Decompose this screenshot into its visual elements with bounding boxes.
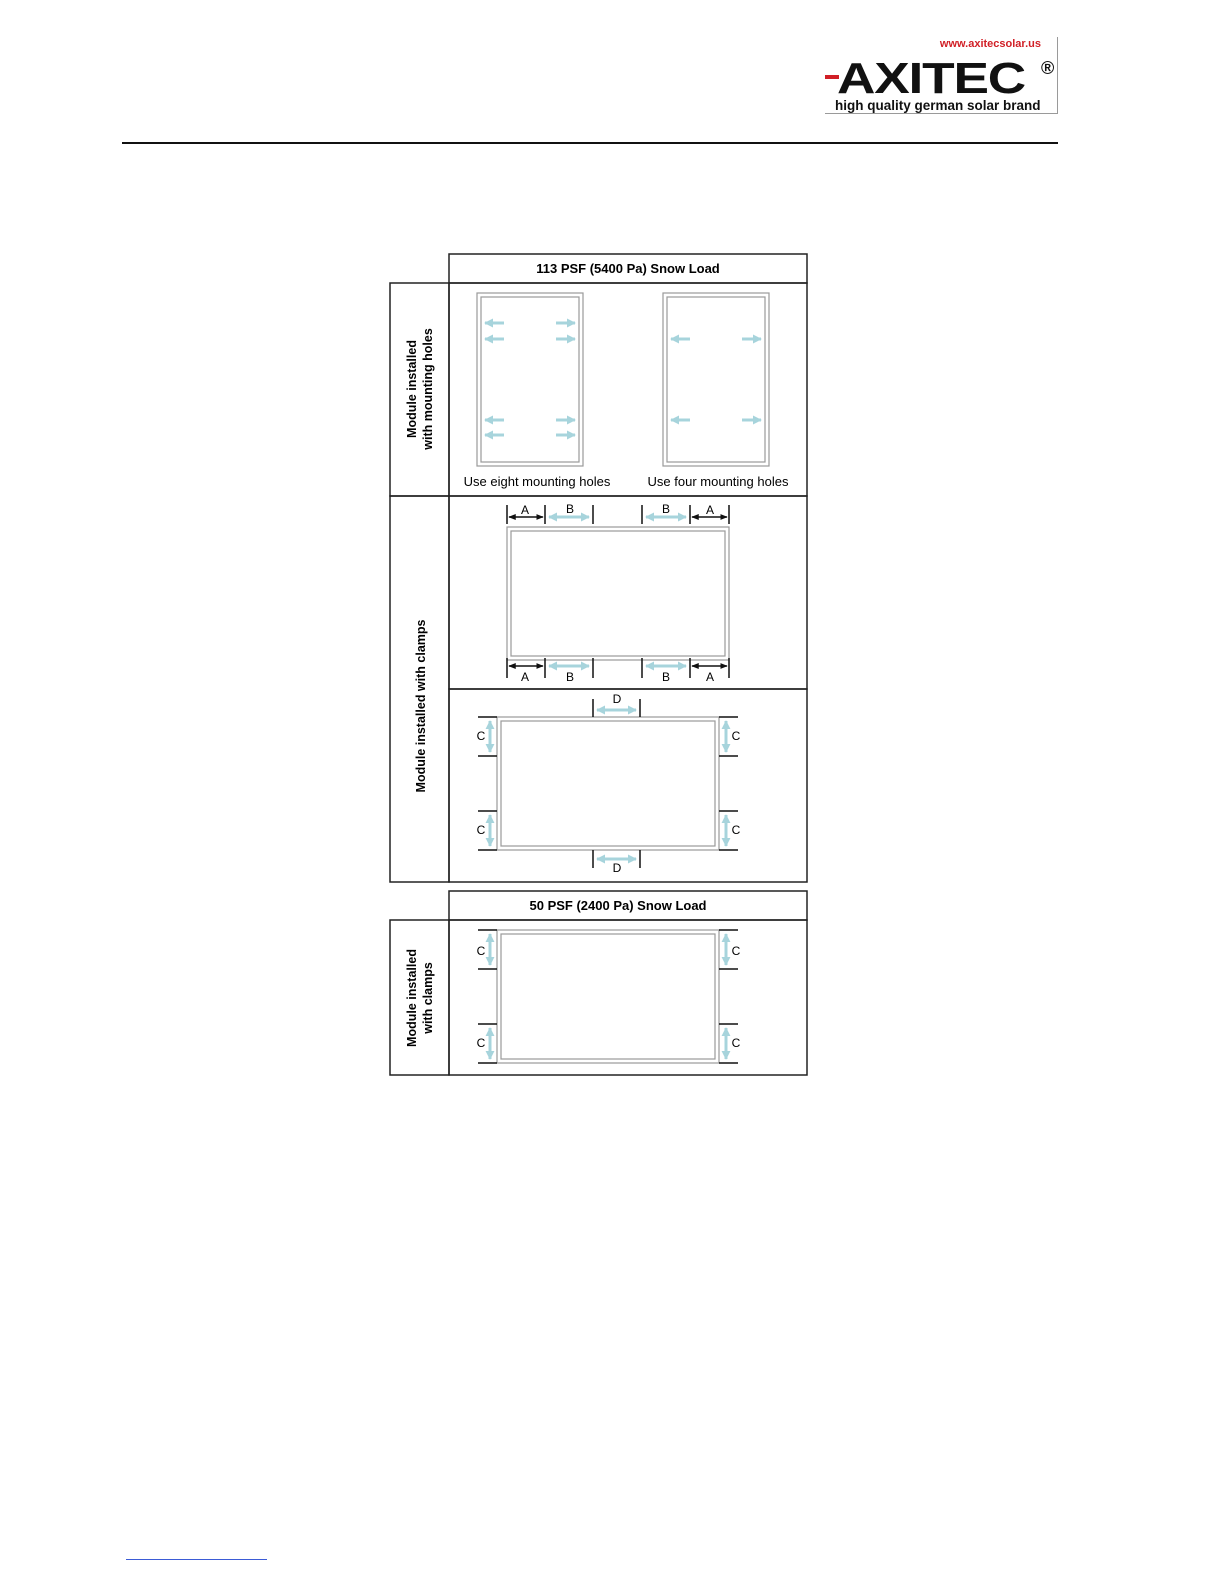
side-cell-holes [390,283,449,496]
clamps-short-cell [449,689,807,882]
dim-c-label: C [476,1036,486,1050]
table-2400 [390,891,807,1075]
panel-short-clamps [497,717,719,850]
dim-c-arrows [490,721,726,846]
dim-c-label: C [731,729,741,743]
footer-rule [126,1559,267,1560]
dim-d-label: D [612,692,622,706]
holes-arrows-four [671,339,761,420]
dim-b-label: B [565,670,575,684]
dim-c-arrows-2400 [490,934,726,1059]
dim-b-arrows [549,517,686,666]
side-label-clamps: Module installed with clamps [414,619,428,793]
clamps-2400-cell [449,920,807,1075]
side-label-holes-1: Module installed [405,340,419,438]
dim-d-arrows [597,710,636,859]
dim-a-label: A [520,503,530,517]
dim-b-label: B [565,502,575,516]
brand-tagline: high quality german solar brand [835,98,1041,113]
registered-mark: ® [1041,58,1055,78]
dim-b-label: B [661,502,671,516]
panel-four-holes [663,293,769,466]
dim-a-label: A [705,503,715,517]
clamp-ticks-2400 [478,930,738,1063]
side-label-2400-1: Module installed [405,949,419,1047]
dim-c-label: C [476,729,486,743]
dim-a-label: A [705,670,715,684]
dim-a-arrows [509,517,727,666]
caption-four-holes: Use four mounting holes [647,474,789,489]
brand-url[interactable]: www.axitecsolar.us [939,38,1041,50]
table-5400 [390,254,807,882]
side-label-2400-2: with clamps [421,962,435,1034]
dim-c-label: C [731,944,741,958]
wordmark-text: AXITEC [837,54,1026,100]
header-2400: 50 PSF (2400 Pa) Snow Load [529,898,707,913]
dim-b-label: B [661,670,671,684]
panel-eight-holes [477,293,583,466]
side-cell-2400 [390,920,449,1075]
panel-2400-clamps [497,930,719,1063]
holes-cell [449,283,807,496]
caption-eight-holes: Use eight mounting holes [463,474,611,489]
dim-a-label: A [520,670,530,684]
panel-long-clamps [507,527,729,660]
short-clamp-ticks [478,699,738,868]
dim-c-label: C [476,944,486,958]
side-label-holes-2: with mounting holes [421,328,435,450]
dim-c-label: C [731,1036,741,1050]
dim-c-label: C [731,823,741,837]
header-5400: 113 PSF (5400 Pa) Snow Load [536,261,720,276]
dim-c-label: C [476,823,486,837]
holes-arrows-eight [485,323,575,435]
dim-d-label: D [612,861,622,875]
